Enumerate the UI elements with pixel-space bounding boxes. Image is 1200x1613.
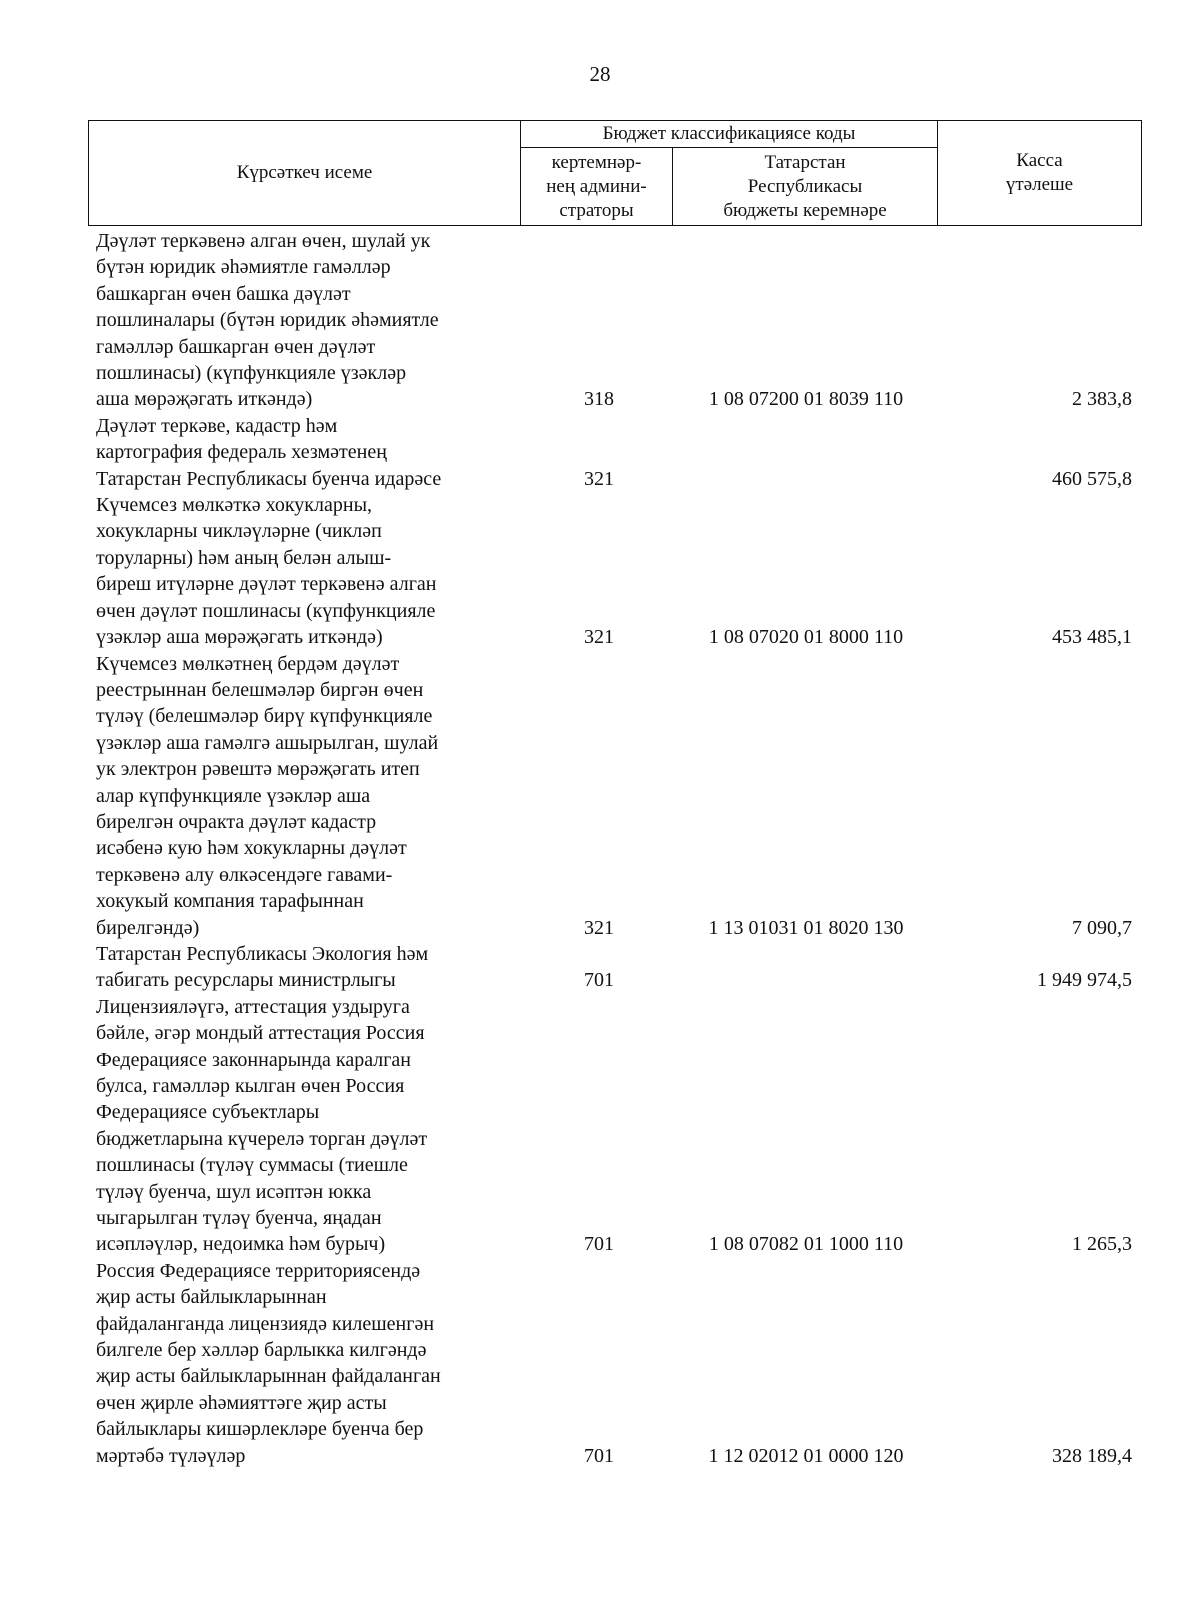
table-row [96,651,1136,941]
table-row [96,492,1136,650]
table-body [96,228,1136,1469]
row-budget-code: 1 08 07082 01 1000 110 [708,1233,904,1256]
row-budget-code: 1 13 01031 01 8020 130 [708,916,904,939]
page-number: 28 [589,62,611,86]
row-budget-code: 1 12 02012 01 0000 120 [708,1444,904,1467]
table-header [88,120,1142,226]
table-row [96,413,1136,492]
table-row [96,228,1136,413]
row-admin-code: 321 [584,626,614,649]
row-admin-code: 318 [584,388,614,411]
row-amount: 2 383,8 [1072,388,1132,411]
row-amount: 7 090,7 [1072,916,1132,939]
row-admin-code: 701 [584,969,614,992]
row-name: Дәүләт теркәвенә алган өчен, шулай ук бүтән юридик әһәмиятле гамәлләр башкарган өчен башка дәүләт пошлиналары (бүтән юридик әһәмиятле гамәлләр башкарган өчен дәүләт пошлинасы) (күпфункцияле үзәкләр аша мөрәҗәгать иткәндә) [96,230,439,411]
row-budget-code: 1 08 07200 01 8039 110 [708,388,904,411]
row-amount: 1 265,3 [1072,1233,1132,1256]
row-amount: 460 575,8 [1052,467,1132,490]
row-name: Лицензияләүгә, аттестация уздыруга бәйле, әгәр мондый аттестация Россия Федерациясе законнарында каралган булса, гамәлләр кылган өчен Россия Федерациясе субъектлары бюджетларына күчерелә торган дәүләт пошлинасы (түләү суммасы (тиешле түләү буенча, шул исәптән юкка чыгарылган түләү буенча, яңадан исәпләүләр, недоимка һәм бурыч) [96,995,428,1256]
row-amount: 453 485,1 [1052,626,1132,649]
row-admin-code: 701 [584,1233,614,1256]
column-header-admin: кертемнәр- нең админи- страторы [521,148,673,226]
column-header-amount: Касса үтәлеше [938,121,1142,226]
column-header-budget: Татарстан Республикасы бюджеты керемнәре [673,148,938,226]
row-admin-code: 701 [584,1444,614,1467]
row-name: Татарстан Республикасы Экология һәм табигать ресурслары министрлыгы [96,942,429,992]
column-header-name: Күрсәткеч исеме [89,121,521,226]
row-admin-code: 321 [584,467,614,490]
row-name: Россия Федерациясе территориясендә җир асты байлыкларыннан файдаланганда лицензиядә килешенгән билгеле бер хәлләр барлыкка килгәндә җир асты байлыкларыннан файдаланган өчен җирле әһәмияттәге җир асты байлыклары кишәрлекләре буенча бер мәртәбә түләүләр [96,1259,441,1467]
column-group-budget-code: Бюджет классификациясе коды [521,121,938,148]
table-row [96,1258,1136,1469]
table-row [96,994,1136,1258]
row-budget-code: 1 08 07020 01 8000 110 [708,626,904,649]
row-admin-code: 321 [584,916,614,939]
table-row [96,941,1136,994]
row-name: Күчемсез мөлкәткә хокукларны, хокукларны чикләүләрне (чикләп торуларны) һәм аның белән алыш- биреш итүләрне дәүләт теркәвенә алган өчен дәүләт пошлинасы (күпфункцияле үзәкләр аша мөрәҗәгать иткәндә) [96,494,437,649]
row-name: Күчемсез мөлкәтнең бердәм дәүләт реестрыннан белешмәләр биргән өчен түләү (белешмәләр бирү күпфункцияле үзәкләр аша гамәлгә ашырылган, шулай ук электрон рәвештә мөрәҗәгать итеп алар күпфункцияле үзәкләр аша бирелгән очракта дәүләт кадастр исәбенә кую һәм хокукларны дәүләт теркәвенә алу өлкәсендәге гавами- хокукый компания тарафыннан бирелгәндә) [96,652,439,939]
row-name: Дәүләт теркәве, кадастр һәм картография федераль хезмәтенең Татарстан Республикасы буенча идарәсе [96,414,442,490]
row-amount: 328 189,4 [1052,1444,1132,1467]
row-amount: 1 949 974,5 [1037,969,1132,992]
